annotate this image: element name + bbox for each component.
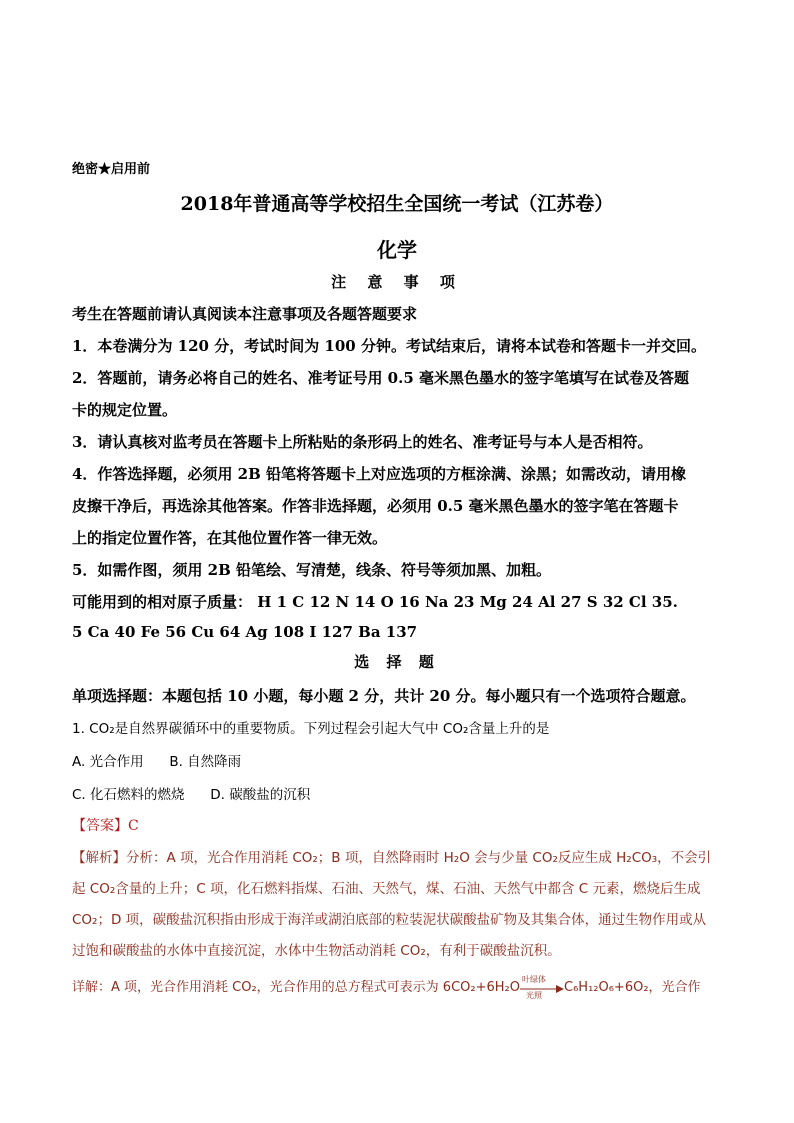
secret-mark: 绝密★启用前 <box>72 162 151 177</box>
notice-line-4c: 上的指定位置作答，在其他位置作答一律无效。 <box>72 529 388 547</box>
detail-line <box>72 974 724 1000</box>
analysis-line-3: CO₂；D 项，碳酸盐沉积指由形成于海洋或湖泊底部的粒装泥状碳酸盐矿物及其集合体，通过生物作用或从 <box>72 912 707 928</box>
notice-line-1: 1．本卷满分为 120 分，考试时间为 100 分钟。考试结束后，请将本试卷和答题卡一并交回。 <box>72 337 706 355</box>
notice-line-5: 5．如需作图，须用 2B 铅笔绘、写清楚，线条、符号等须加黑、加粗。 <box>72 561 551 579</box>
analysis-line-2: 起 CO₂含量的上升；C 项，化石燃料指煤、石油、天然气，煤、石油、天然气中都含 C 元素，燃烧后生成 <box>72 881 701 897</box>
answer-label: 【答案】C <box>72 818 139 834</box>
notice-line-2a: 2．答题前，请务必将自己的姓名、准考证号用 0.5 毫米黑色墨水的签字笔填写在试卷及答题 <box>72 369 689 387</box>
arrow-condition-top: 叶绿体 <box>522 974 546 984</box>
section-instruction: 单项选择题：本题包括 10 小题，每小题 2 分，共计 20 分。每小题只有一个选项符合题意。 <box>72 687 696 705</box>
question-1-stem: 1. CO₂是自然界碳循环中的重要物质。下列过程会引起大气中 CO₂含量上升的是 <box>72 721 550 737</box>
section-heading: 选 择 题 <box>354 653 440 671</box>
notice-line-4a: 4．作答选择题，必须用 2B 铅笔将答题卡上对应选项的方框涂满、涂黑；如需改动，请用橡 <box>72 465 687 483</box>
question-1-options-ab: A. 光合作用 B. 自然降雨 <box>72 754 242 770</box>
notice-line-3: 3．请认真核对监考员在答题卡上所粘贴的条形码上的姓名、准考证号与本人是否相符。 <box>72 433 653 451</box>
exam-title: 2018年普通高等学校招生全国统一考试（江苏卷） <box>180 193 614 215</box>
notice-line-2b: 卡的规定位置。 <box>72 401 178 419</box>
notice-heading: 注 意 事 项 <box>331 273 463 291</box>
detail-text-after: C₆H₁₂O₆+6O₂，光合作 <box>564 980 701 995</box>
reaction-arrow <box>520 974 564 1000</box>
atomic-mass-line-2: 5 Ca 40 Fe 56 Cu 64 Ag 108 I 127 Ba 137 <box>72 623 418 641</box>
detail-text-before: 详解：A 项，光合作用消耗 CO₂，光合作用的总方程式可表示为 6CO₂+6H₂O <box>72 980 520 995</box>
atomic-mass-line-1: 可能用到的相对原子质量： H 1 C 12 N 14 O 16 Na 23 Mg 24 Al 27 S 32 Cl 35. <box>72 593 678 611</box>
question-1-options-cd: C. 化石燃料的燃烧 D. 碳酸盐的沉积 <box>72 787 311 803</box>
subject-title: 化学 <box>377 238 417 262</box>
analysis-line-4: 过饱和碳酸盐的水体中直接沉淀，水体中生物活动消耗 CO₂，有利于碳酸盐沉积。 <box>72 943 561 959</box>
analysis-line-1: 【解析】分析：A 项，光合作用消耗 CO₂；B 项，自然降雨时 H₂O 会与少量 CO₂反应生成 H₂CO₃，不会引 <box>72 850 712 866</box>
arrow-condition-bottom: 光照 <box>526 990 542 1000</box>
notice-line-4b: 皮擦干净后，再选涂其他答案。作答非选择题，必须用 0.5 毫米黑色墨水的签字笔在答题卡 <box>72 497 679 515</box>
notice-intro: 考生在答题前请认真阅读本注意事项及各题答题要求 <box>72 305 418 323</box>
